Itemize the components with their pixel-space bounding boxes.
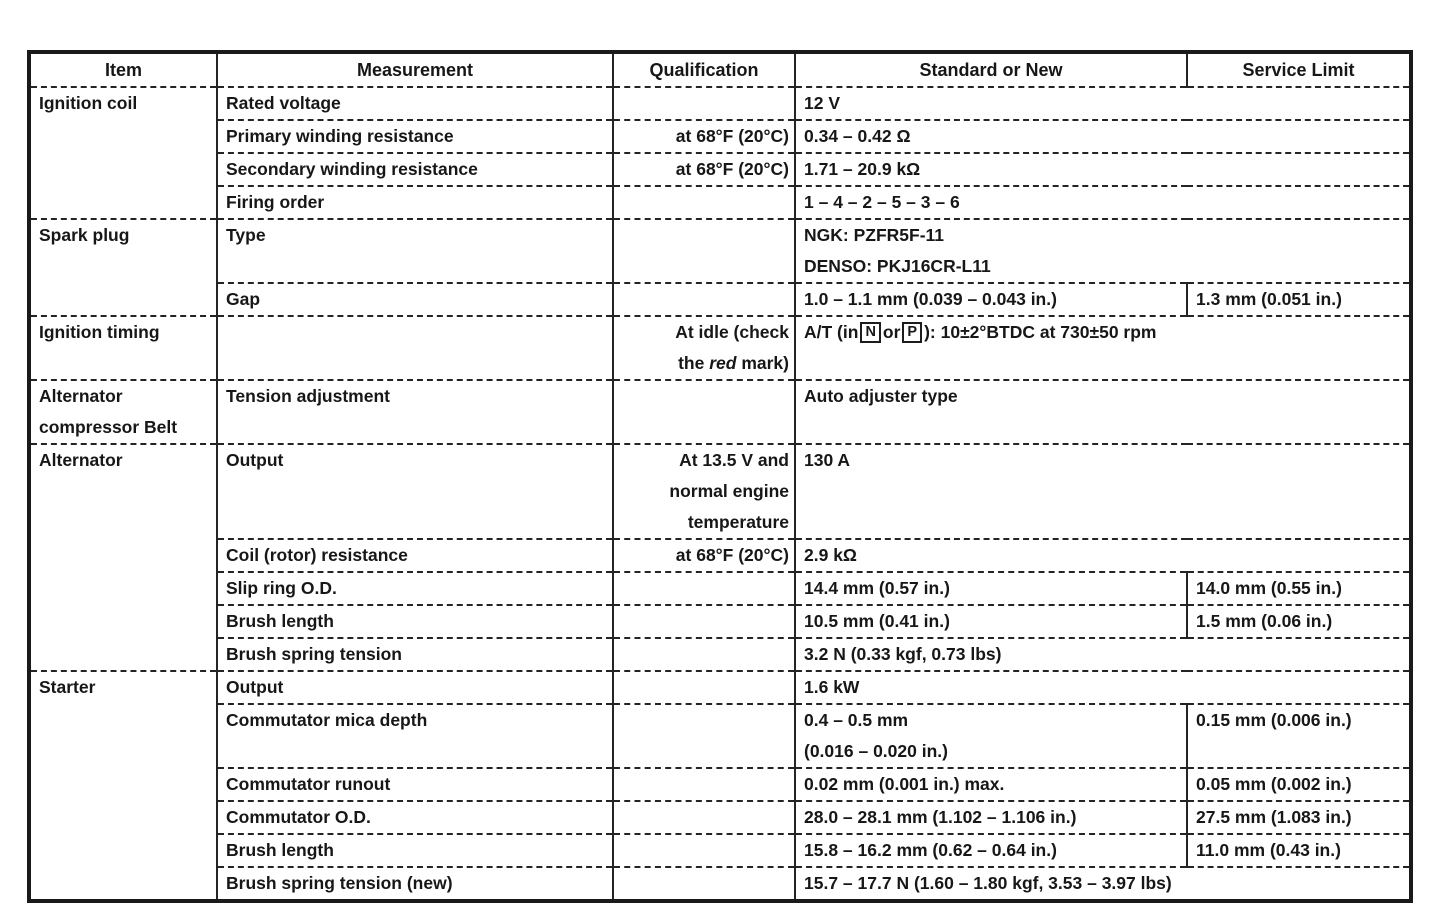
standard-line: (0.016 – 0.020 in.) [804,741,948,761]
measurement-cell: Tension adjustment [217,380,613,444]
qualification-line: normal engine [669,481,789,501]
measurement-cell: Output [217,444,613,539]
col-header-measurement: Measurement [217,54,613,87]
qualification-cell [613,572,795,605]
qualification-cell [613,219,795,283]
standard-cell: 2.9 kΩ [795,539,1409,572]
measurement-cell: Rated voltage [217,87,613,120]
measurement-cell: Commutator runout [217,768,613,801]
qualification-cell [613,444,795,539]
qualification-line: the red mark) [678,353,789,373]
service-limit-cell: 11.0 mm (0.43 in.) [1187,834,1409,867]
service-limit-cell: 1.5 mm (0.06 in.) [1187,605,1409,638]
col-header-service-limit: Service Limit [1187,54,1409,87]
spec-table-frame [27,50,1413,903]
item-cell-alternator: Alternator [31,444,217,671]
spark-plug-type-denso: DENSO: PKJ16CR-L11 [804,256,991,276]
col-header-standard-or-new: Standard or New [795,54,1187,87]
qualification-cell [613,867,795,899]
measurement-cell: Commutator mica depth [217,704,613,768]
standard-cell [795,219,1409,283]
standard-cell: 130 A [795,444,1409,539]
spark-plug-type-ngk: NGK: PZFR5F-11 [804,225,945,245]
neutral-position-icon: N [860,322,880,343]
qualification-cell [613,768,795,801]
measurement-cell: Brush length [217,834,613,867]
standard-cell: A/T (in N or P ): 10±2°BTDC at 730±50 rpm [795,316,1409,380]
standard-cell: 3.2 N (0.33 kgf, 0.73 lbs) [795,638,1409,671]
standard-cell: 14.4 mm (0.57 in.) [795,572,1187,605]
standard-cell: 15.7 – 17.7 N (1.60 – 1.80 kgf, 3.53 – 3.97 lbs) [795,867,1409,899]
qualification-cell [613,671,795,704]
measurement-cell: Coil (rotor) resistance [217,539,613,572]
col-header-item: Item [104,60,142,80]
qualification-cell [613,638,795,671]
standard-cell: 1.6 kW [795,671,1409,704]
measurement-cell: Firing order [217,186,613,219]
measurement-cell: Brush length [217,605,613,638]
item-cell-alternator-compressor-belt: Alternator compressor Belt [31,380,217,444]
item-cell-starter: Starter [31,671,217,899]
standard-cell: 10.5 mm (0.41 in.) [795,605,1187,638]
standard-cell: 28.0 – 28.1 mm (1.102 – 1.106 in.) [795,801,1187,834]
measurement-cell [217,316,613,380]
standard-cell: 15.8 – 16.2 mm (0.62 – 0.64 in.) [795,834,1187,867]
standard-cell: Auto adjuster type [795,380,1409,444]
qualification-line: At idle (check [675,322,789,342]
electrical-specifications-table [31,54,1409,899]
service-limit-cell: 27.5 mm (1.083 in.) [1187,801,1409,834]
qualification-cell [613,605,795,638]
qualification-cell [613,316,795,380]
item-cell-ignition-coil: Ignition coil [31,87,217,219]
standard-cell [795,704,1187,768]
standard-cell: 12 V [795,87,1409,120]
qualification-cell: at 68°F (20°C) [613,539,795,572]
measurement-cell: Type [217,219,613,283]
measurement-cell: Brush spring tension [217,638,613,671]
service-limit-cell: 1.3 mm (0.051 in.) [1187,283,1409,316]
standard-cell: 0.34 – 0.42 Ω [795,120,1409,153]
standard-cell: 0.02 mm (0.001 in.) max. [795,768,1187,801]
service-limit-cell: 0.05 mm (0.002 in.) [1187,768,1409,801]
item-cell-ignition-timing: Ignition timing [31,316,217,380]
standard-cell: 1.0 – 1.1 mm (0.039 – 0.043 in.) [795,283,1187,316]
service-limit-cell: 14.0 mm (0.55 in.) [1187,572,1409,605]
qualification-cell [613,801,795,834]
measurement-cell: Gap [217,283,613,316]
standard-cell: 1 – 4 – 2 – 5 – 3 – 6 [795,186,1409,219]
standard-line: 0.4 – 0.5 mm [804,710,909,730]
park-position-icon: P [902,322,922,343]
measurement-cell: Brush spring tension (new) [217,867,613,899]
measurement-cell: Slip ring O.D. [217,572,613,605]
qualification-cell [613,834,795,867]
measurement-cell: Primary winding resistance [217,120,613,153]
qualification-cell [613,186,795,219]
standard-cell: 1.71 – 20.9 kΩ [795,153,1409,186]
measurement-cell: Commutator O.D. [217,801,613,834]
red-mark-italic: red [709,353,737,373]
qualification-cell: at 68°F (20°C) [613,153,795,186]
service-limit-cell: 0.15 mm (0.006 in.) [1187,704,1409,768]
qualification-line: temperature [687,512,789,532]
qualification-cell [613,87,795,120]
measurement-cell: Output [217,671,613,704]
qualification-cell [613,380,795,444]
item-cell-spark-plug: Spark plug [31,219,217,316]
col-header-qualification: Qualification [613,54,795,87]
measurement-cell: Secondary winding resistance [217,153,613,186]
qualification-line: At 13.5 V and [679,450,789,470]
qualification-cell [613,704,795,768]
qualification-cell [613,283,795,316]
qualification-cell: at 68°F (20°C) [613,120,795,153]
